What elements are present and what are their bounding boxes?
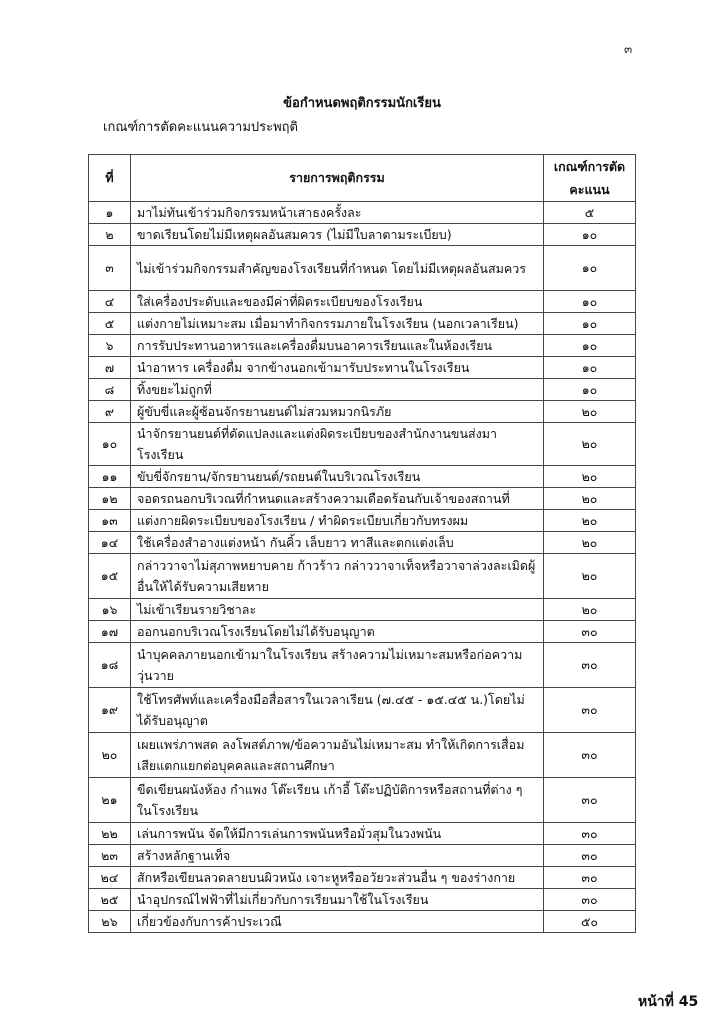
- row-number: ๑๔: [89, 532, 131, 554]
- row-score: ๓๐: [544, 867, 636, 889]
- row-behavior: กล่าววาจาไม่สุภาพหยาบคาย ก้าวร้าว กล่าววาจาเท็จหรือวาจาล่วงละเมิดผู้อื่นให้ได้รับความเสียหาย: [131, 554, 544, 599]
- table-row: [89, 911, 636, 933]
- row-score: ๒๐: [544, 423, 636, 466]
- row-number: ๑๒: [89, 488, 131, 510]
- row-behavior: นำบุคคลภายนอกเข้ามาในโรงเรียน สร้างความไม่เหมาะสมหรือก่อความวุ่นวาย: [131, 643, 544, 688]
- row-number: ๒: [89, 224, 131, 246]
- row-behavior: มาไม่ทันเข้าร่วมกิจกรรมหน้าเสาธงครั้งละ: [131, 202, 544, 224]
- row-number: ๑: [89, 202, 131, 224]
- table-row: [89, 867, 636, 889]
- table-row: [89, 688, 636, 733]
- row-behavior: นำอุปกรณ์ไฟฟ้าที่ไม่เกี่ยวกับการเรียนมาใช้ในโรงเรียน: [131, 889, 544, 911]
- row-behavior: ใช้เครื่องสำอางแต่งหน้า กันคิ้ว เล็บยาว ทาสีและตกแต่งเล็บ: [131, 532, 544, 554]
- row-score: ๒๐: [544, 401, 636, 423]
- row-number: ๑๑: [89, 466, 131, 488]
- row-score: ๑๐: [544, 313, 636, 335]
- row-behavior: ออกนอกบริเวณโรงเรียนโดยไม่ได้รับอนุญาต: [131, 621, 544, 643]
- header-no: ที่: [89, 155, 131, 202]
- table-row: [89, 510, 636, 532]
- row-score: ๒๐: [544, 554, 636, 599]
- row-number: ๓: [89, 246, 131, 291]
- header-item: รายการพฤติกรรม: [131, 155, 544, 202]
- table-row: [89, 335, 636, 357]
- row-behavior: ใช้โทรศัพท์และเครื่องมือสื่อสารในเวลาเรียน (๗.๔๕ - ๑๕.๔๕ น.)โดยไม่ได้รับอนุญาต: [131, 688, 544, 733]
- table-row: [89, 643, 636, 688]
- table-row: [89, 423, 636, 466]
- table-row: [89, 488, 636, 510]
- table-row: [89, 823, 636, 845]
- row-score: ๓๐: [544, 621, 636, 643]
- row-behavior: การรับประทานอาหารและเครื่องดื่มบนอาคารเรียนและในห้องเรียน: [131, 335, 544, 357]
- row-score: ๑๐: [544, 291, 636, 313]
- row-number: ๒๓: [89, 845, 131, 867]
- row-number: ๑๓: [89, 510, 131, 532]
- row-score: ๒๐: [544, 466, 636, 488]
- row-number: ๑๐: [89, 423, 131, 466]
- row-number: ๑๙: [89, 688, 131, 733]
- row-behavior: แต่งกายไม่เหมาะสม เมื่อมาทำกิจกรรมภายในโรงเรียน (นอกเวลาเรียน): [131, 313, 544, 335]
- row-score: ๕: [544, 202, 636, 224]
- page-footer-number: หน้าที่ 45: [638, 994, 699, 1010]
- row-behavior: แต่งกายผิดระเบียบของโรงเรียน / ทำผิดระเบียบเกี่ยวกับทรงผม: [131, 510, 544, 532]
- header-score: [544, 155, 636, 202]
- row-number: ๘: [89, 379, 131, 401]
- table-row: [89, 554, 636, 599]
- table-row: [89, 466, 636, 488]
- row-number: ๑๗: [89, 621, 131, 643]
- table-row: [89, 733, 636, 778]
- row-behavior: ผู้ขับขี่และผู้ซ้อนจักรยานยนต์ไม่สวมหมวกนิรภัย: [131, 401, 544, 423]
- row-behavior: ใส่เครื่องประดับและของมีค่าที่ผิดระเบียบของโรงเรียน: [131, 291, 544, 313]
- page-number-top: ๓: [624, 42, 633, 56]
- row-score: ๑๐: [544, 335, 636, 357]
- table-row: [89, 291, 636, 313]
- row-number: ๒๑: [89, 778, 131, 823]
- table-row: [89, 313, 636, 335]
- row-number: ๒๒: [89, 823, 131, 845]
- row-number: ๙: [89, 401, 131, 423]
- row-number: ๒๔: [89, 867, 131, 889]
- row-behavior: นำอาหาร เครื่องดื่ม จากข้างนอกเข้ามารับประทานในโรงเรียน: [131, 357, 544, 379]
- row-number: ๕: [89, 313, 131, 335]
- table-header-row: [89, 155, 636, 202]
- row-number: ๖: [89, 335, 131, 357]
- row-behavior: ทิ้งขยะไม่ถูกที่: [131, 379, 544, 401]
- behavior-rules-table: [88, 154, 636, 933]
- row-number: ๒๕: [89, 889, 131, 911]
- row-score: ๑๐: [544, 357, 636, 379]
- row-behavior: ไม่เข้าร่วมกิจกรรมสำคัญของโรงเรียนที่กำหนด โดยไม่มีเหตุผลอันสมควร: [131, 246, 544, 291]
- document-title: ข้อกำหนดพฤติกรรมนักเรียน: [283, 96, 441, 111]
- row-score: ๓๐: [544, 845, 636, 867]
- row-score: ๒๐: [544, 510, 636, 532]
- row-number: ๑๘: [89, 643, 131, 688]
- table-row: [89, 202, 636, 224]
- row-score: ๒๐: [544, 488, 636, 510]
- row-score: ๑๐: [544, 379, 636, 401]
- row-score: ๓๐: [544, 688, 636, 733]
- row-behavior: เล่นการพนัน จัดให้มีการเล่นการพนันหรือมั่วสุมในวงพนัน: [131, 823, 544, 845]
- row-behavior: จอดรถนอกบริเวณที่กำหนดและสร้างความเดือดร้อนกับเจ้าของสถานที่: [131, 488, 544, 510]
- header-score-line2: คะแนน: [569, 182, 610, 197]
- row-score: ๒๐: [544, 599, 636, 621]
- row-behavior: ขาดเรียนโดยไม่มีเหตุผลอันสมควร (ไม่มีใบลาตามระเบียบ): [131, 224, 544, 246]
- row-number: ๒๖: [89, 911, 131, 933]
- row-behavior: เผยแพร่ภาพสด ลงโพสต์ภาพ/ข้อความอันไม่เหมาะสม ทำให้เกิดการเสื่อมเสียแตกแยกต่อบุคคลและสถานศึกษา: [131, 733, 544, 778]
- row-score: ๓๐: [544, 733, 636, 778]
- row-behavior: ขับขี่จักรยาน/จักรยานยนต์/รถยนต์ในบริเวณโรงเรียน: [131, 466, 544, 488]
- table-row: [89, 224, 636, 246]
- row-behavior: ขีดเขียนผนังห้อง กำแพง โต๊ะเรียน เก้าอี้ โต๊ะปฏิบัติการหรือสถานที่ต่าง ๆ ในโรงเรียน: [131, 778, 544, 823]
- row-behavior: ไม่เข้าเรียนรายวิชาละ: [131, 599, 544, 621]
- row-number: ๑๕: [89, 554, 131, 599]
- table-row: [89, 401, 636, 423]
- row-score: ๓๐: [544, 778, 636, 823]
- row-score: ๓๐: [544, 889, 636, 911]
- table-row: [89, 379, 636, 401]
- table-row: [89, 778, 636, 823]
- row-score: ๑๐: [544, 246, 636, 291]
- row-number: ๒๐: [89, 733, 131, 778]
- table-row: [89, 599, 636, 621]
- row-score: ๕๐: [544, 911, 636, 933]
- table-row: [89, 621, 636, 643]
- table-row: [89, 845, 636, 867]
- row-behavior: เกี่ยวข้องกับการค้าประเวณี: [131, 911, 544, 933]
- table-row: [89, 357, 636, 379]
- table-row: [89, 889, 636, 911]
- table-row: [89, 246, 636, 291]
- row-score: ๓๐: [544, 823, 636, 845]
- table-row: [89, 532, 636, 554]
- row-behavior: สร้างหลักฐานเท็จ: [131, 845, 544, 867]
- row-number: ๗: [89, 357, 131, 379]
- row-score: ๑๐: [544, 224, 636, 246]
- header-score-line1: เกณฑ์การตัด: [553, 159, 626, 174]
- document-subtitle: เกณฑ์การตัดคะแนนความประพฤติ: [103, 120, 298, 135]
- row-behavior: นำจักรยานยนต์ที่ดัดแปลงและแต่งผิดระเบียบของสำนักงานขนส่งมาโรงเรียน: [131, 423, 544, 466]
- row-score: ๒๐: [544, 532, 636, 554]
- row-number: ๑๖: [89, 599, 131, 621]
- row-behavior: สักหรือเขียนลวดลายบนผิวหนัง เจาะหูหรืออวัยวะส่วนอื่น ๆ ของร่างกาย: [131, 867, 544, 889]
- row-score: ๓๐: [544, 643, 636, 688]
- row-number: ๔: [89, 291, 131, 313]
